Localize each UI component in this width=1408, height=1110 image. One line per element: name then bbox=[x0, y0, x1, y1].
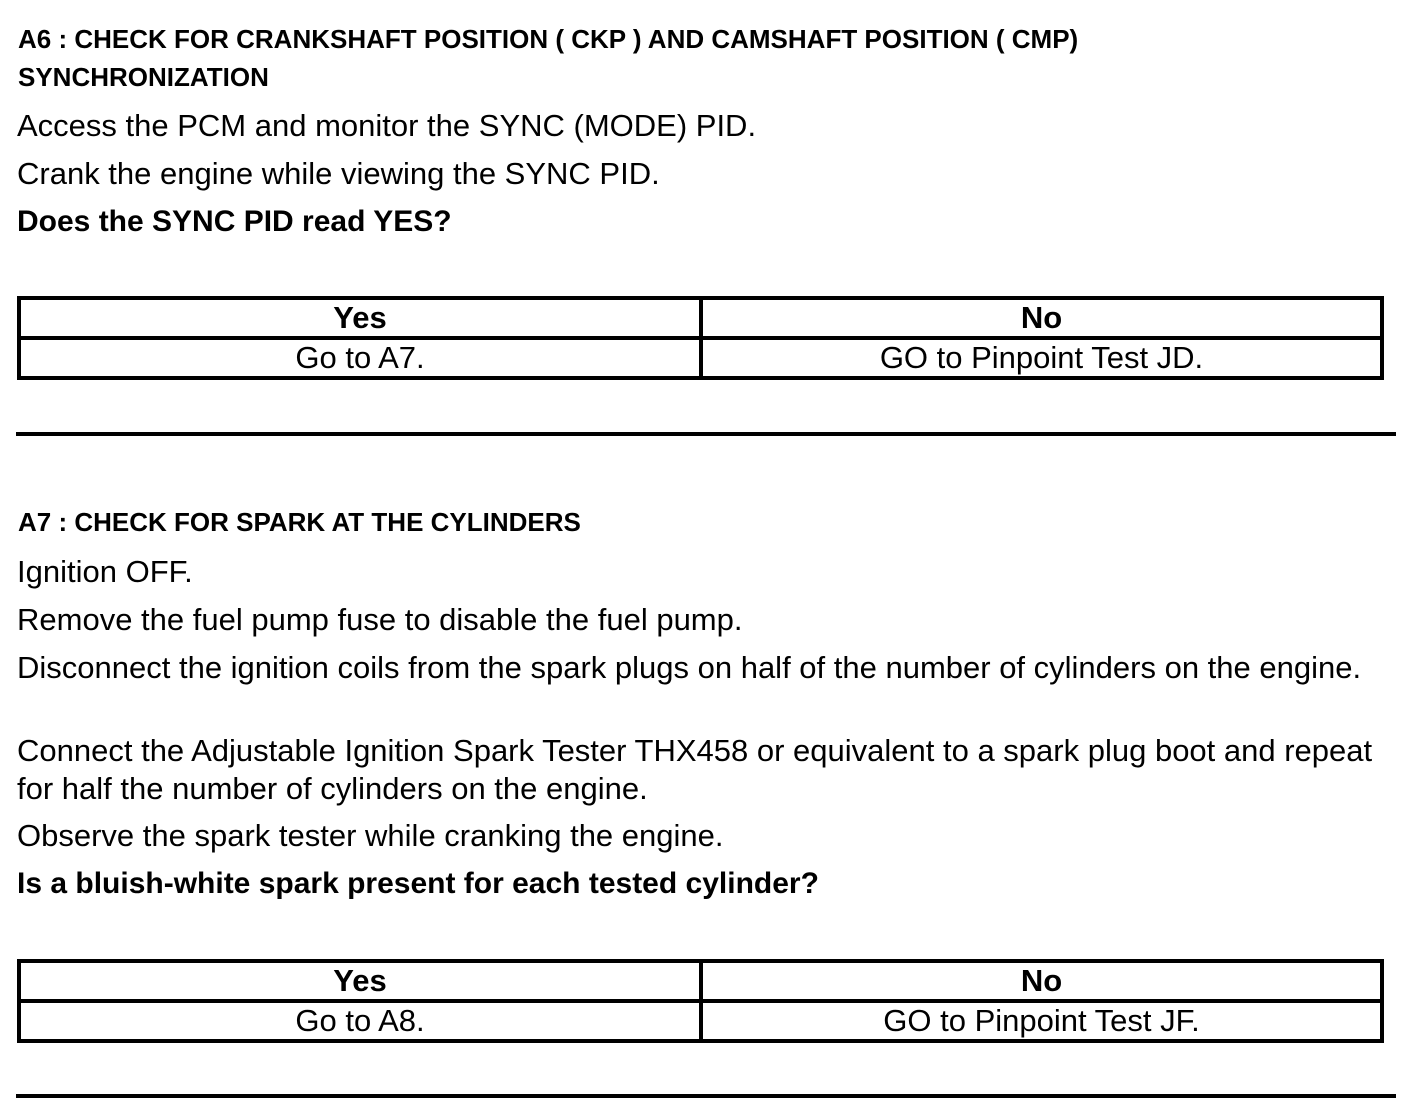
table-header-row bbox=[19, 961, 1382, 1001]
table-row bbox=[19, 338, 1382, 378]
section-a7-step-4: Connect the Adjustable Ignition Spark Tester THX458 or equivalent to a spark plug boot and repeat for half the number of cylinders on the engine. bbox=[17, 733, 1373, 806]
section-a7-question: Is a bluish-white spark present for each tested cylinder? bbox=[17, 867, 819, 900]
section-a6-result-table bbox=[17, 296, 1384, 380]
section-a7-result-table bbox=[17, 959, 1384, 1043]
section-a6-step-2: Crank the engine while viewing the SYNC PID. bbox=[17, 156, 660, 191]
no-result-cell: GO to Pinpoint Test JF. bbox=[701, 1001, 1382, 1041]
yes-result-cell: Go to A7. bbox=[19, 338, 701, 378]
no-column-header: No bbox=[701, 961, 1382, 1001]
section-a7-step-2: Remove the fuel pump fuse to disable the fuel pump. bbox=[17, 602, 743, 637]
section-a7-step-1: Ignition OFF. bbox=[17, 554, 193, 589]
yes-result-cell: Go to A8. bbox=[19, 1001, 701, 1041]
section-a7-step-5: Observe the spark tester while cranking the engine. bbox=[17, 818, 724, 853]
section-a6-question: Does the SYNC PID read YES? bbox=[17, 205, 452, 238]
section-a7-step-3: Disconnect the ignition coils from the spark plugs on half of the number of cylinders on the engine. bbox=[17, 650, 1362, 685]
section-a7-heading: A7 : CHECK FOR SPARK AT THE CYLINDERS bbox=[18, 507, 581, 537]
table-row bbox=[19, 1001, 1382, 1041]
section-a6-heading: A6 : CHECK FOR CRANKSHAFT POSITION ( CKP ) AND CAMSHAFT POSITION ( CMP) SYNCHRONIZATION bbox=[18, 24, 1079, 92]
yes-column-header: Yes bbox=[19, 298, 701, 338]
no-column-header: No bbox=[701, 298, 1382, 338]
yes-column-header: Yes bbox=[19, 961, 701, 1001]
no-result-cell: GO to Pinpoint Test JD. bbox=[701, 338, 1382, 378]
table-header-row bbox=[19, 298, 1382, 338]
section-a6-step-1: Access the PCM and monitor the SYNC (MODE) PID. bbox=[17, 108, 757, 143]
section-divider bbox=[16, 432, 1396, 436]
section-divider bbox=[16, 1094, 1396, 1098]
